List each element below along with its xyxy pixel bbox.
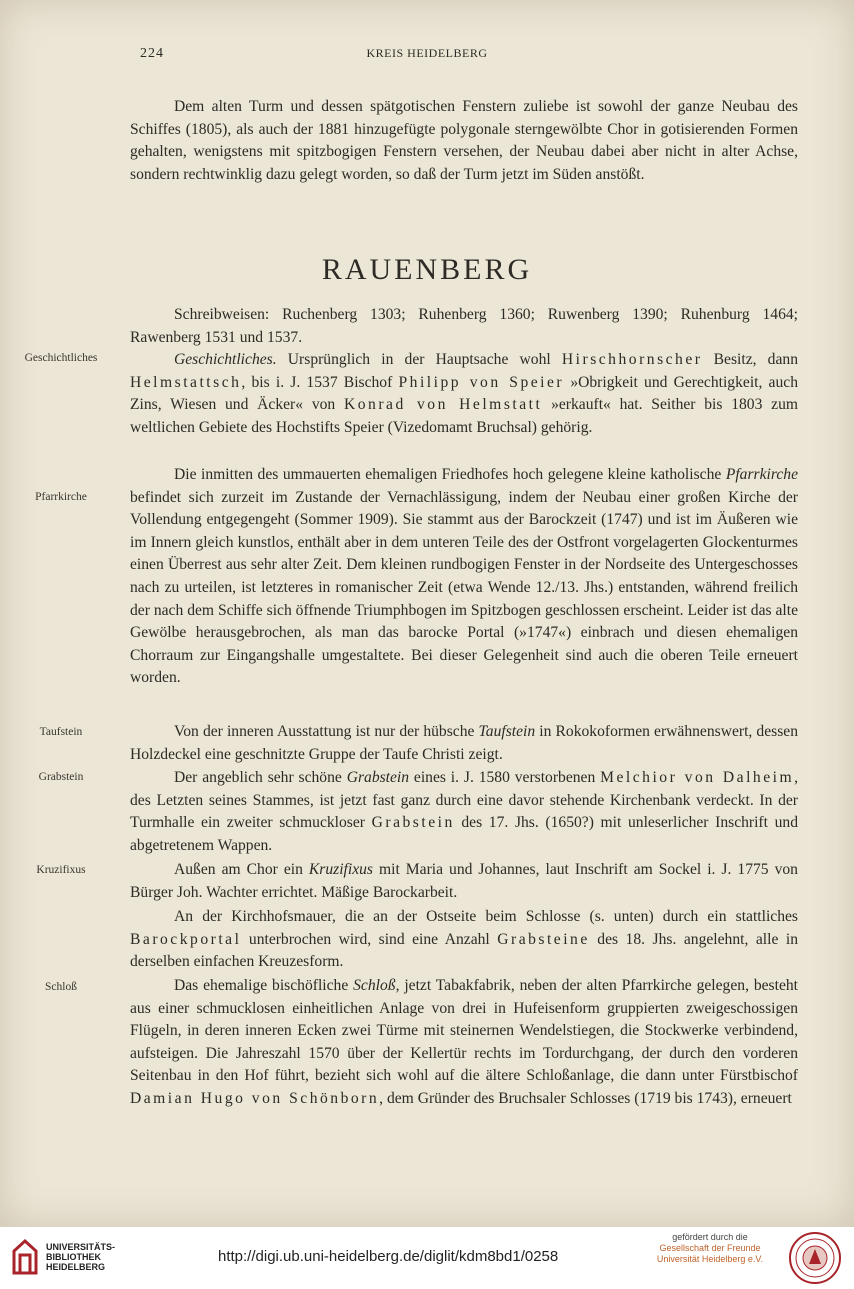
pfarrkirche-paragraph: Die inmitten des ummauerten ehemaligen Friedhofes hoch gelegene kleine katholische Pfarrkirche befindet sich zurzeit im Zustande der Vernachlässigung, indem der Neubau einer großen Kirche der Vollendung entgegengeht (Sommer 1909). Sie stammt aus der Barockzeit (1747) und ist im Äußeren wie im Innern gleich kunstlos, enthält aber in dem unteren Teile des der Ostfront vorgelagerten Glockenturmes einen Überrest aus sehr alter Zeit. Dem kleinen rundbogigen Fenster in der Nordseite des Untergeschosses nach zu urteilen, ist letzteres in romanischer Zeit (etwa Wende 12./13. Jhs.) entstanden, während freilich der nach dem Schiffe sich öffnende Triumphbogen im Spitzbogen geschlossen erscheint. Leider ist das alte Gewölbe herausgebrochen, als man das barocke Portal (»1747«) einbrach und diesen ehemaligen Chorraum zur Eingangshalle umgestaltete. Bei dieser Gelegenheit sind auch die oberen Teile erneuert worden. [130,466,798,687]
intro-paragraph: Dem alten Turm und dessen spätgotischen Fenstern zuliebe ist sowohl der ganze Neubau des Schiffes (1805), als auch der 1881 hinzugefügte polygonale sterngewölbte Chor in gotisierenden Formen gehalten, wenigstens mit spitzbogigen Fenstern versehen, der Neubau dabei aber nicht in alter Achse, sondern rechtwinklig dazu gelegt worden, so daß der Turm jetzt im Süden anstößt. [130,98,798,183]
margin-note-geschichtliches: Geschichtliches [24,352,98,364]
library-name-line3: HEIDELBERG [46,1262,106,1272]
kruzifixus-paragraph: Außen am Chor ein Kruzifixus mit Maria und Johannes, laut Inschrift am Sockel i. J. 1775 von Bürger Joh. Wachter errichtet. Mäßige Barockarbeit. [130,861,798,901]
schloss-paragraph: Das ehemalige bischöfliche Schloß, jetzt Tabakfabrik, neben der alten Pfarrkirche gelegen, besteht aus einer schmucklosen einheitlichen Anlage von drei in Hufeisenform gruppierten zweigeschossigen Flügeln, in deren inneren Ecken zwei Türme mit steinernen Wendelstiegen, die Stockwerke verbindend, aufsteigen. Die Jahreszahl 1570 über der Kellertür rechts im Tordurchgang, der durch den vorderen Seitenbau in den Hof führt, bezieht sich wohl auf die ältere Schloßanlage, die dann unter Fürstbischof Damian Hugo von Schönborn, dem Gründer des Bruchsaler Schlosses (1719 bis 1743), erneuert [130,977,798,1107]
schreibweisen-paragraph: Schreibweisen: Ruchenberg 1303; Ruhenberg 1360; Ruwenberg 1390; Ruhenburg 1464; Rawenberg 1531 und 1537. [130,306,798,346]
margin-note-grabstein: Grabstein [38,771,84,783]
running-title: KREIS HEIDELBERG [366,46,488,60]
permalink-url[interactable]: http://digi.ub.uni-heidelberg.de/diglit/kdm8bd1/0258 [218,1248,559,1265]
margin-note-schloss: Schloß [45,981,77,993]
kirchhof-paragraph: An der Kirchhofsmauer, die an der Ostseite beim Schlosse (s. unten) durch ein stattliches Barockportal unterbrochen wird, sind eine Anzahl Grabsteine des 18. Jhs. angelehnt, alle in derselben einfachen Kreuzesform. [130,908,798,971]
library-logo-icon[interactable] [10,1237,40,1277]
university-seal-icon[interactable] [788,1231,842,1285]
sponsor-credit[interactable] [640,1232,780,1265]
sponsor-caption: gefördert durch die [672,1232,748,1242]
library-name-line1: UNIVERSITÄTS- [46,1242,116,1252]
library-name-line2: BIBLIOTHEK [46,1252,101,1262]
margin-note-kruzifixus: Kruzifixus [36,864,86,876]
grabstein-paragraph: Der angeblich sehr schöne Grabstein eines i. J. 1580 verstorbenen Melchior von Dalheim, des Letzten seines Stammes, ist jetzt fast ganz durch eine davor stehende Kirchenbank verdeckt. In der Turmhalle ein zweiter schmuckloser Grabstein des 17. Jhs. (1650?) mit unleserlicher Inschrift und abgetretenem Wappen. [130,769,798,854]
taufstein-paragraph: Von der inneren Ausstattung ist nur der hübsche Taufstein in Rokokoformen erwähnenswert, dessen Holzdeckel eine geschnitzte Gruppe der Taufe Christi zeigt. [130,723,799,763]
library-name[interactable] [46,1242,115,1272]
page-number: 224 [140,46,164,61]
geschichtliches-paragraph: Geschichtliches. Ursprünglich in der Hauptsache wohl Hirschhornscher Besitz, dann Helmstattsch, bis i. J. 1537 Bischof Philipp von Speier »Obrigkeit und Gerechtigkeit, auch Zins, Wiesen und Äcker« von Konrad von Helmstatt »erkauft« hat. Seither bis 1803 zum weltlichen Gebiete des Hochstifts Speier (Vizedomamt Bruchsal) gehörig. [130,351,799,436]
sponsor-org-line1: Gesellschaft der Freunde [659,1243,761,1253]
margin-note-taufstein: Taufstein [39,726,83,738]
section-title: RAUENBERG [321,253,533,286]
viewer-footer [0,1227,854,1289]
sponsor-org-line2: Universität Heidelberg e.V. [656,1254,764,1264]
margin-note-pfarrkirche: Pfarrkirche [35,491,87,503]
